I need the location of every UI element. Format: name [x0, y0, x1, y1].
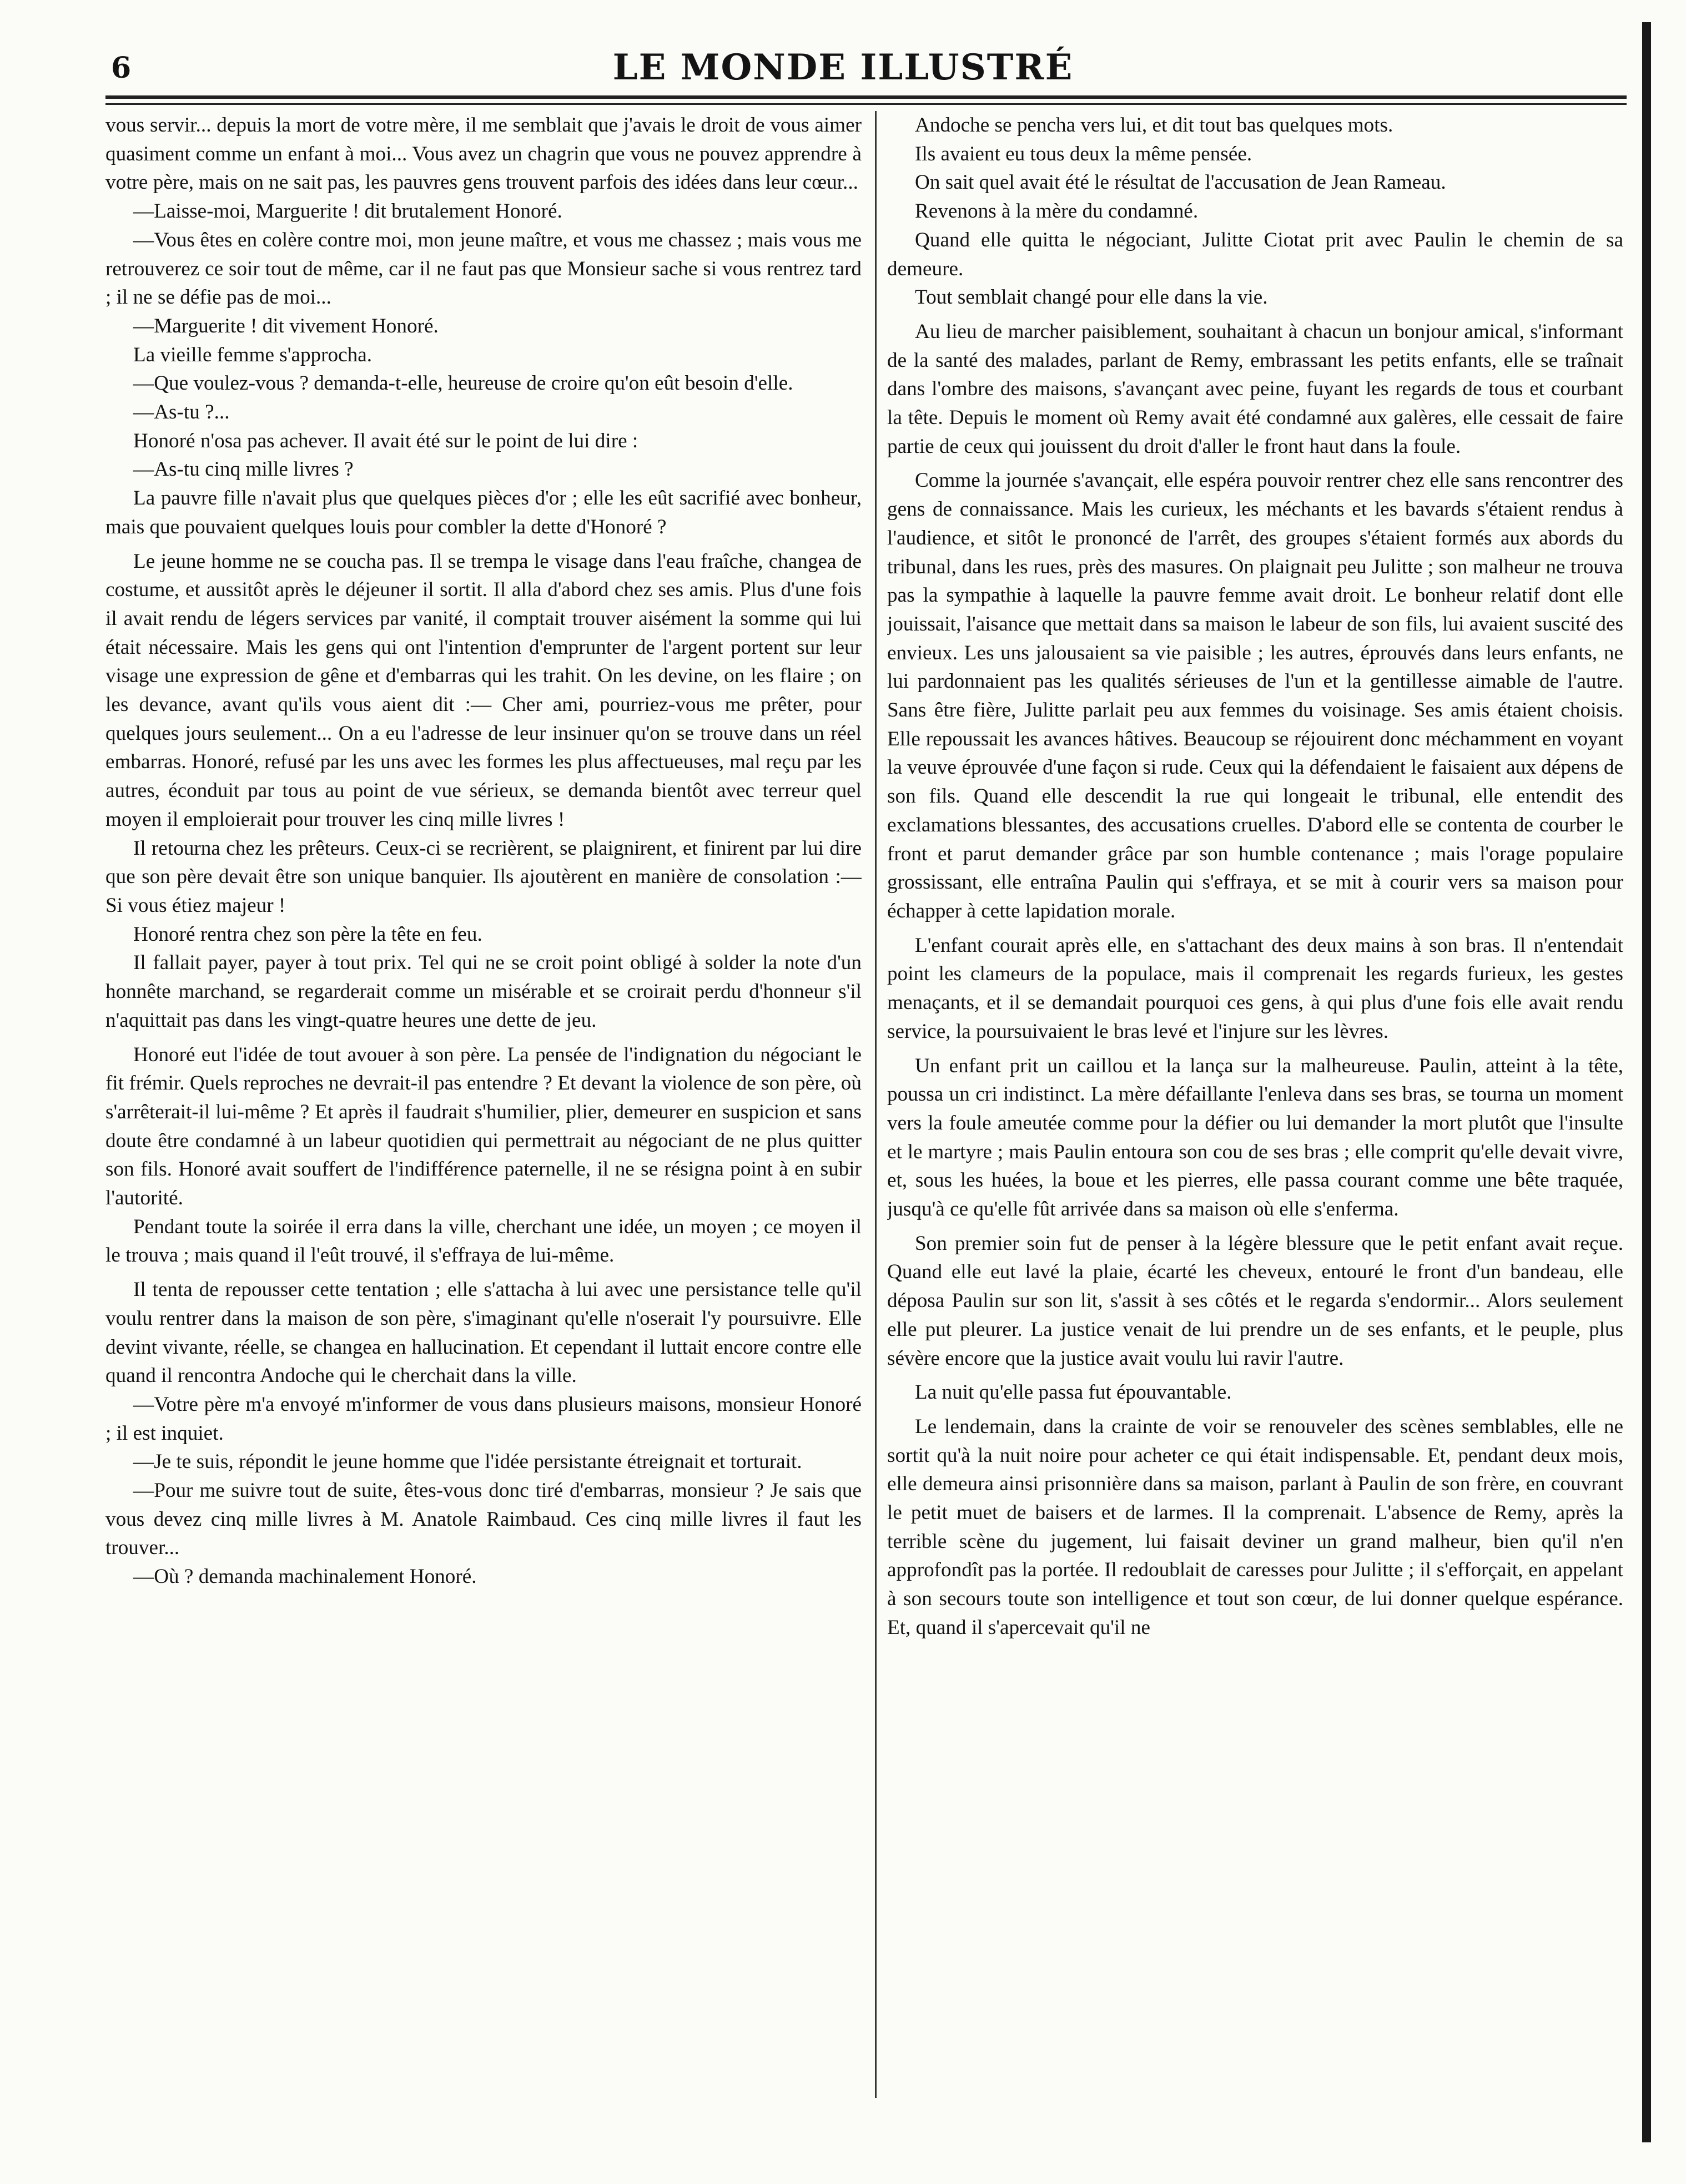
paragraph: —Pour me suivre tout de suite, êtes-vous donc tiré d'embarras, monsieur ? Je sais que vous devez cinq mille livres à M. Anatole Raimbaud. Ces cinq mille livres il faut les trouver... — [105, 1479, 862, 1560]
paragraph: Revenons à la mère du condamné. — [915, 200, 1199, 223]
paragraph: —Où ? demanda machinalement Honoré. — [133, 1565, 477, 1588]
paragraph: —Vous êtes en colère contre moi, mon jeune maître, et vous me chassez ; mais vous me retrouverez ce soir tout de même, car il ne faut pas que Monsieur sache si vous rentrez tard ; il ne se défie pas de moi... — [105, 228, 862, 309]
paragraph: vous servir... depuis la mort de votre mère, il me semblait que j'avais le droit de vous aimer quasiment comme un enfant à moi... Vous avez un chagrin que vous ne pouvez apprendre à votre père, mais on ne sait pas, les pauvres gens trouvent parfois des idées dans leur cœur... — [105, 114, 862, 194]
column-divider — [875, 111, 877, 2098]
paragraph: Ils avaient eu tous deux la même pensée. — [915, 142, 1252, 165]
paragraph: Un enfant prit un caillou et la lança sur la malheureuse. Paulin, atteint à la tête, poussa un cri indistinct. La mère défaillante l'enleva dans ses bras, se tourna un moment vers la foule ameutée comme pour la défier ou lui demander la mort plutôt que l'insulte et le martyre ; mais Paulin entoura son cou de ses bras ; elle comprit qu'elle devait vivre, et, sous les huées, la boue et les pierres, elle passa courant comme une bête traquée, jusqu'à ce qu'elle fût arrivée dans sa maison où elle s'enferma. — [887, 1054, 1623, 1221]
paragraph: Andoche se pencha vers lui, et dit tout bas quelques mots. — [915, 114, 1393, 137]
paragraph: La vieille femme s'approcha. — [133, 343, 373, 366]
page-number: 6 — [111, 51, 132, 85]
right-column — [887, 111, 1623, 2109]
paragraph: L'enfant courait après elle, en s'attachant des deux mains à son bras. Il n'entendait point les clameurs de la populace, mais il comprenait les regards furieux, les gestes menaçants, et il se demandait pourquoi ces gens, à qui plus d'une fois elle avait rendu service, la poursuivaient le bras levé et l'injure sur les lèvres. — [887, 934, 1623, 1043]
paragraph: Quand elle quitta le négociant, Julitte Ciotat prit avec Paulin le chemin de sa demeure. — [887, 228, 1623, 280]
page-edge-shadow — [1642, 22, 1651, 2142]
paragraph: La nuit qu'elle passa fut épouvantable. — [915, 1381, 1232, 1404]
header-rule-thin — [105, 103, 1627, 105]
paragraph: —Je te suis, répondit le jeune homme que l'idée persistante étreignait et torturait. — [133, 1450, 802, 1474]
paragraph: Comme la journée s'avançait, elle espéra pouvoir rentrer chez elle sans rencontrer des gens de connaissance. Mais les curieux, les méchants et les bavards s'étaient rendus à l'audience, et sitôt le prononcé de l'arrêt, des groupes s'étaient formés aux abords du tribunal, dans les rues, près des masures. On plaignait peu Julitte ; son malheur ne trouva pas la sympathie à laquelle la pauvre femme avait droit. Le bonheur relatif dont elle jouissait, l'aisance que mettait dans sa maison le labeur de son fils, lui avaient suscité des envieux. Les uns jalousaient sa vie paisible ; les autres, éprouvés dans leurs enfants, ne lui pardonnaient pas les qualités sérieuses de l'un et la gentillesse aimable de l'autre. Sans être fière, Julitte parlait peu aux femmes du voisinage. Ses amis étaient choisis. Elle repoussait les avances hâtives. Beaucoup se réjouirent donc méchamment en voyant la veuve éprouvée d'une façon si rude. Ceux qui la défendaient le faisaient aux dépens de son fils. Quand elle descendit la rue qui longeait le tribunal, elle entendit des exclamations blessantes, des accusations cruelles. D'abord elle se contenta de courber le front et parut demander grâce par son humble contenance ; mais l'orage populaire grossissant, elle entraîna Paulin qui s'effraya, et se mit à courir vers sa maison pour échapper à cette lapidation morale. — [887, 469, 1623, 922]
paragraph: La pauvre fille n'avait plus que quelques pièces d'or ; elle les eût sacrifié avec bonheur, mais que pouvaient quelques louis pour combler la dette d'Honoré ? — [105, 487, 862, 538]
paragraph: —Votre père m'a envoyé m'informer de vous dans plusieurs maisons, monsieur Honoré ; il est inquiet. — [105, 1393, 862, 1445]
paragraph: Son premier soin fut de penser à la légère blessure que le petit enfant avait reçue. Quand elle eut lavé la plaie, écarté les cheveux, entouré le front d'un bandeau, elle déposa Paulin sur son lit, s'assit à ses côtés et le regarda s'endormir... Alors seulement elle put pleurer. La justice venait de lui prendre un de ses enfants, et le peuple, plus sévère encore que la justice avait voulu lui ravir l'autre. — [887, 1232, 1623, 1370]
paragraph: —Laisse-moi, Marguerite ! dit brutalement Honoré. — [133, 200, 562, 223]
paragraph: Il tenta de repousser cette tentation ; elle s'attacha à lui avec une persistance telle qu'il voulu rentrer dans la maison de son père, s'imaginant qu'elle n'oserait l'y poursuivre. Elle devint vivante, réelle, se changea en hallucination. Et cependant il luttait encore contre elle quand il rencontra Andoche qui le cherchait dans la ville. — [105, 1278, 862, 1388]
paragraph: —As-tu ?... — [133, 401, 230, 424]
left-column — [105, 111, 862, 2109]
paragraph: Pendant toute la soirée il erra dans la ville, cherchant une idée, un moyen ; ce moyen il le trouva ; mais quand il l'eût trouvé, il s'effraya de lui-même. — [105, 1215, 862, 1267]
paragraph: Le lendemain, dans la crainte de voir se renouveler des scènes semblables, elle ne sortit qu'à la nuit noire pour acheter ce qui était indispensable. Et, pendant deux mois, elle demeura ainsi prisonnière dans sa maison, parlant à Paulin de son frère, en couvrant le petit muet de baisers et de larmes. Il la comprenait. L'absence de Remy, après la terrible scène du jugement, lui faisait deviner un grand malheur, bien qu'il n'en approfondît pas la portée. Il redoublait de caresses pour Julitte ; il s'efforçait, en appelant à son secours toute son intelligence et tout son cœur, de lui donner quelque espérance. Et, quand il s'apercevait qu'il ne — [887, 1415, 1623, 1639]
paragraph: Honoré rentra chez son père la tête en feu. — [133, 922, 482, 946]
paragraph: On sait quel avait été le résultat de l'accusation de Jean Rameau. — [915, 171, 1446, 194]
paragraph: Honoré eut l'idée de tout avouer à son père. La pensée de l'indignation du négociant le fit frémir. Quels reproches ne devrait-il pas entendre ? Et devant la violence de son père, où s'arrêterait-il lui-même ? Et après il faudrait s'humilier, plier, demeurer en suspicion et sans doute être condamné à un labeur quotidien qui permettrait au négociant de ne plus quitter son fils. Honoré avait souffert de l'indifférence paternelle, il ne se résigna point à en subir l'autorité. — [105, 1043, 862, 1210]
paragraph: —Que voulez-vous ? demanda-t-elle, heureuse de croire qu'on eût besoin d'elle. — [133, 372, 793, 395]
paragraph: Le jeune homme ne se coucha pas. Il se trempa le visage dans l'eau fraîche, changea de costume, et aussitôt après le déjeuner il sortit. Il alla d'abord chez ses amis. Plus d'une fois il avait rendu de légers services par vanité, il comptait trouver aisément la somme qui lui était nécessaire. Mais les gens qui ont l'intention d'emprunter de l'argent portent sur leur visage une expression de gêne et d'embarras qui les trahit. On les devine, on les flaire ; on les devance, avant qu'ils vous aient dit :— Cher ami, pourriez-vous me prêter, pour quelques jours seulement... On a eu l'adresse de leur insinuer qu'on se trouve dans un réel embarras. Honoré, refusé par les uns avec les formes les plus affectueuses, mal reçu par les autres, éconduit par tous au point de vue sérieux, se demanda bientôt avec terreur quel moyen il emploierait pour trouver les cinq mille livres ! — [105, 549, 862, 831]
paragraph: Il retourna chez les prêteurs. Ceux-ci se recrièrent, se plaignirent, et finirent par lui dire que son père devait être son unique banquier. Ils ajoutèrent en manière de consolation :—Si vous étiez majeur ! — [105, 836, 862, 917]
paragraph: Au lieu de marcher paisiblement, souhaitant à chacun un bonjour amical, s'informant de la santé des malades, parlant de Remy, embrassant les petits enfants, elle se traînait dans l'ombre des maisons, s'avançant avec peine, fuyant les regards de tous et courbant la tête. Depuis le moment où Remy avait été condamné aux galères, elle cessait de faire partie de ceux qui jouissent du droit d'aller le front haut dans la foule. — [887, 320, 1623, 458]
masthead-title: LE MONDE ILLUSTRÉ — [612, 47, 1074, 88]
paragraph: —As-tu cinq mille livres ? — [133, 458, 354, 481]
paragraph: Il fallait payer, payer à tout prix. Tel qui ne se croit point obligé à solder la note d'un honnête marchand, se regarderait comme un misérable et se croirait perdu d'honneur s'il n'aquittait pas dans les vingt-quatre heures une dette de jeu. — [105, 951, 862, 1032]
header-rule-thick — [105, 95, 1627, 99]
paragraph: Tout semblait changé pour elle dans la vie. — [915, 286, 1268, 309]
paragraph: Honoré n'osa pas achever. Il avait été sur le point de lui dire : — [133, 429, 638, 452]
paragraph: —Marguerite ! dit vivement Honoré. — [133, 314, 439, 337]
